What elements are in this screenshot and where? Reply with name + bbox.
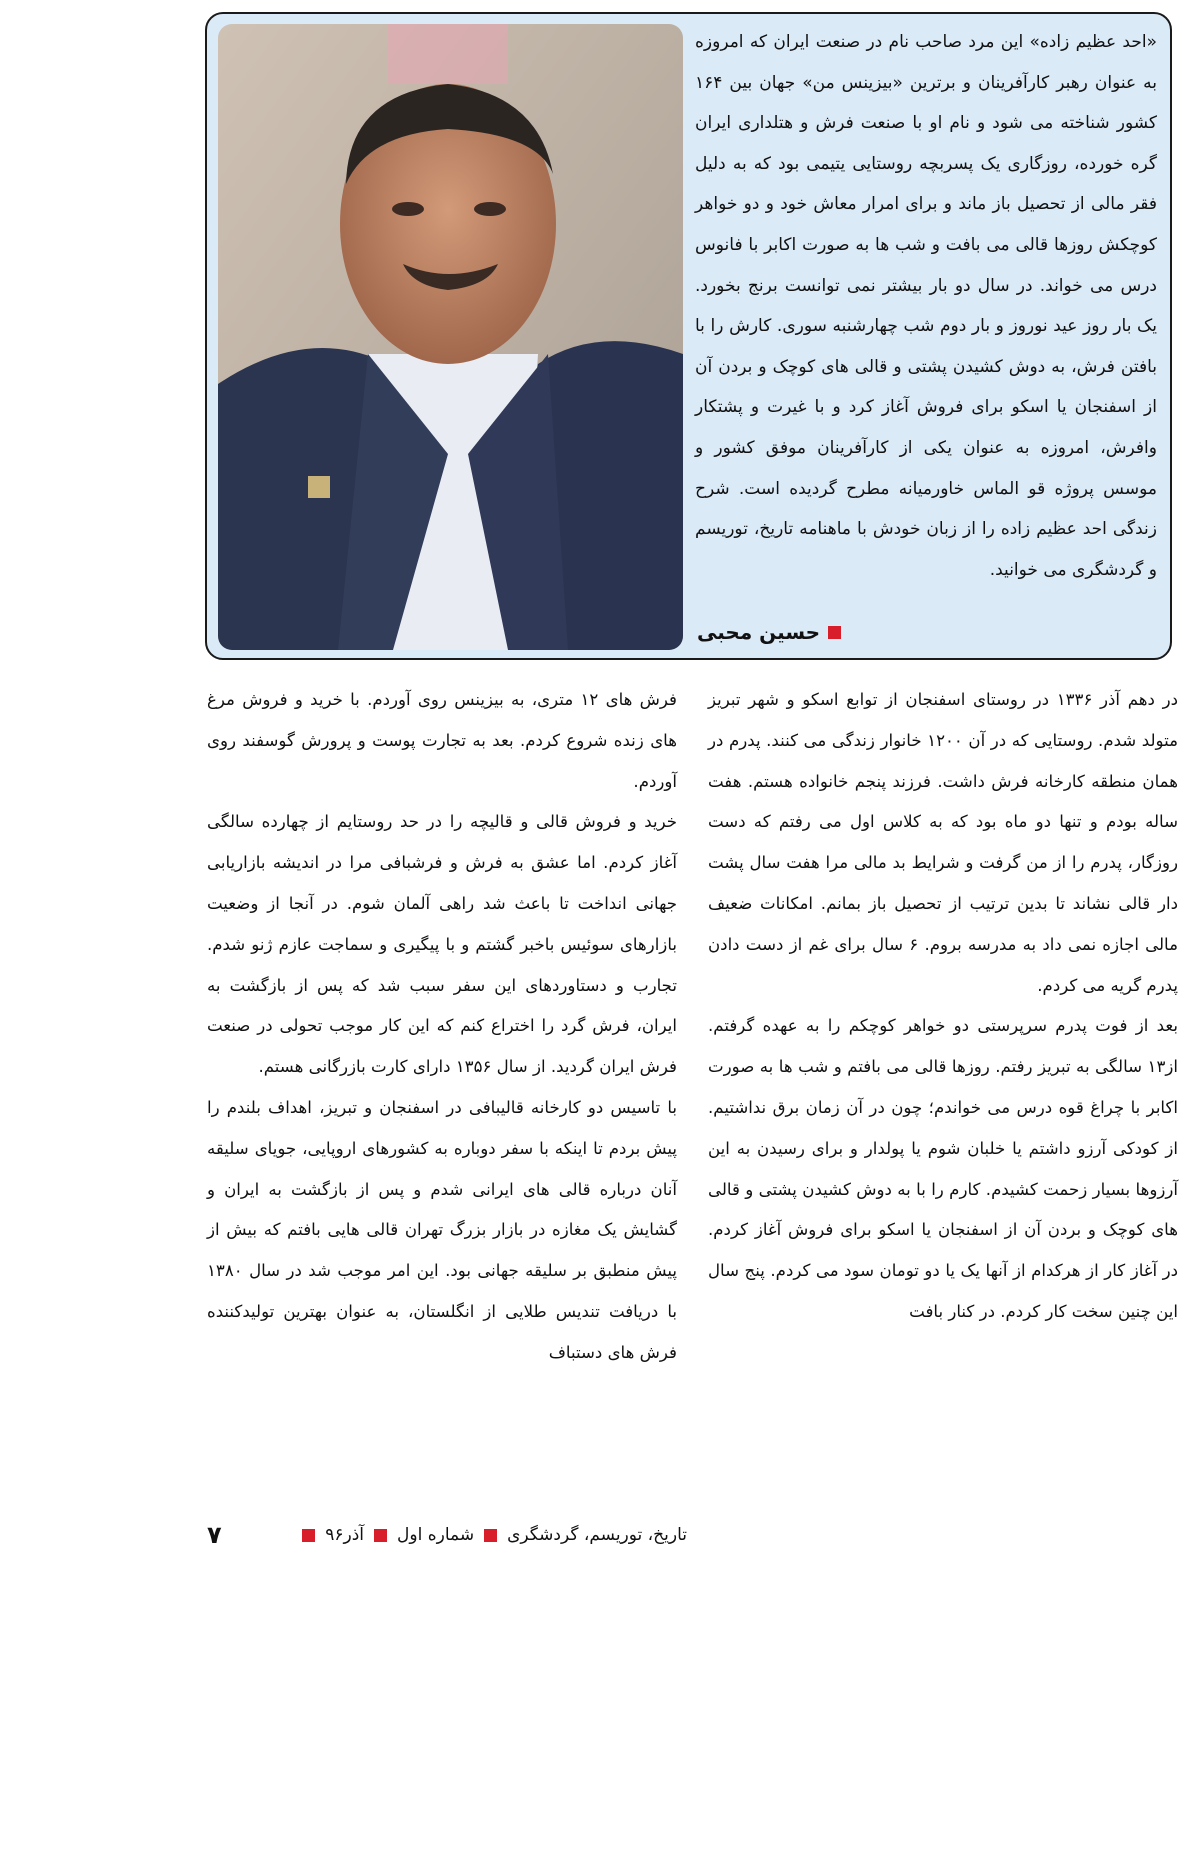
author-name: حسین محبی bbox=[697, 620, 821, 644]
intro-paragraph: «احد عظیم زاده» این مرد صاحب نام در صنعت ایران که امروزه به عنوان رهبر کارآفرینان و برترین «بیزینس من» جهان بین ۱۶۴ کشور شناخته می شود و نام او با صنعت فرش و هتلداری ایران گره خورده، روزگاری یک پسربچه روستایی یتیمی بود که به دلیل فقر مالی از تحصیل باز ماند و برای امرار معاش خود و دو خواهر کوچکش روزها قالی می بافت و شب ها به صورت اکابر با فانوس درس می خواند. در سال دو بار بیشتر نمی توانست برنج بخورد. یک بار روز عید نوروز و بار دوم شب چهارشنبه سوری. کارش را با بافتن فرش، به دوش کشیدن پشتی و قالی های کوچک و بردن آن از اسفنجان یا اسکو برای فروش آغاز کرد و با غیرت و پشتکار وافرش، امروزه به عنوان یکی از کارآفرینان موفق کشور و موسس پروژه قو الماس خاورمیانه مطرح گردیده است. شرح زندگی احد عظیم زاده را از زبان خودش با ماهنامه تاریخ، توریسم و گردشگری می خوانید. bbox=[695, 32, 1157, 580]
red-square-icon bbox=[302, 1529, 315, 1542]
portrait-illustration bbox=[218, 24, 683, 650]
article-column-left bbox=[207, 680, 677, 1374]
issue-label: شماره اول bbox=[397, 1525, 475, 1545]
paragraph: بعد از فوت پدرم سرپرستی دو خواهر کوچکم را به عهده گرفتم. از۱۳ سالگی به تبریز رفتم. روزها قالی می بافتم و شب ها به صورت اکابر با چراغ قوه درس می خواندم؛ چون در آن زمان برق نداشتیم. از کودکی آرزو داشتم یا خلبان شوم یا پولدار و برای رسیدن به این آرزوها بسیار زحمت کشیدم. کارم را با به دوش کشیدن پشتی و قالی های کوچک و بردن آن از اسفنجان یا اسکو برای فروش آغاز کردم. در آغاز کار از هرکدام از آنها یک یا دو تومان سود می کردم. پنج سال این چنین سخت کار کردم. در کنار بافت bbox=[708, 1016, 1178, 1321]
red-square-icon bbox=[484, 1529, 497, 1542]
red-square-icon bbox=[374, 1529, 387, 1542]
paragraph: در دهم آذر ۱۳۳۶ در روستای اسفنجان از توابع اسکو و شهر تبریز متولد شدم. روستایی که در آن ۱۲۰۰ خانوار زندگی می کنند. پدرم در همان منطقه کارخانه فرش داشت. فرزند پنجم خانواده هستم. هفت ساله بودم و تنها دو ماه بود که به کلاس اول می رفتم که دست روزگار، پدرم را از من گرفت و شرایط بد مالی مرا هفت سال پشت دار قالی نشاند تا بدین ترتیب از تحصیل باز بمانم. امکانات ضعیف مالی اجازه نمی داد به مدرسه بروم. ۶ سال برای غم از دست دادن پدرم گریه می کردم. bbox=[708, 690, 1178, 995]
intro-box bbox=[205, 12, 1172, 660]
issue-date: آذر۹۶ bbox=[325, 1525, 365, 1545]
paragraph: خرید و فروش قالی و قالیچه را در حد روستایم از چهارده سالگی آغاز کردم. اما عشق به فرش و فرشبافی مرا در اندیشه بازاریابی جهانی انداخت تا باعث شد راهی آلمان شوم. در آنجا از وضعیت بازارهای سوئیس باخبر گشتم و با پیگیری و سماجت عازم ژنو شدم. تجارب و دستاوردهای این سفر سبب شد که پس از بازگشت به ایران، فرش گرد را اختراع کنم که این کار موجب تحولی در صنعت فرش ایران گردید. از سال ۱۳۵۶ دارای کارت بازرگانی هستم. bbox=[207, 812, 677, 1077]
red-square-icon bbox=[828, 626, 841, 639]
page-number: ۷ bbox=[207, 1521, 222, 1549]
portrait-photo bbox=[218, 24, 683, 650]
magazine-name: تاریخ، توریسم، گردشگری bbox=[507, 1525, 687, 1545]
article-column-right bbox=[708, 680, 1178, 1333]
paragraph: فرش های ۱۲ متری، به بیزینس روی آوردم. با خرید و فروش مرغ های زنده شروع کردم. بعد به تجارت پوست و پرورش گوسفند روی آوردم. bbox=[207, 690, 677, 791]
page-footer bbox=[207, 1518, 687, 1552]
author-credit bbox=[697, 620, 841, 644]
paragraph: با تاسیس دو کارخانه قالیبافی در اسفنجان و تبریز، اهداف بلندم را پیش بردم تا اینکه با سفر دوباره به کشورهای اروپایی، جویای سلیقه آنان درباره قالی های ایرانی شدم و پس از بازگشت به ایران و گشایش یک مغازه در بازار بزرگ تهران قالی هایی بافتم که بیش از پیش منطبق بر سلیقه جهانی بود. این امر موجب شد در سال ۱۳۸۰ با دریافت تندیس طلایی از انگلستان، به عنوان بهترین تولیدکننده فرش های دستباف bbox=[207, 1097, 677, 1362]
